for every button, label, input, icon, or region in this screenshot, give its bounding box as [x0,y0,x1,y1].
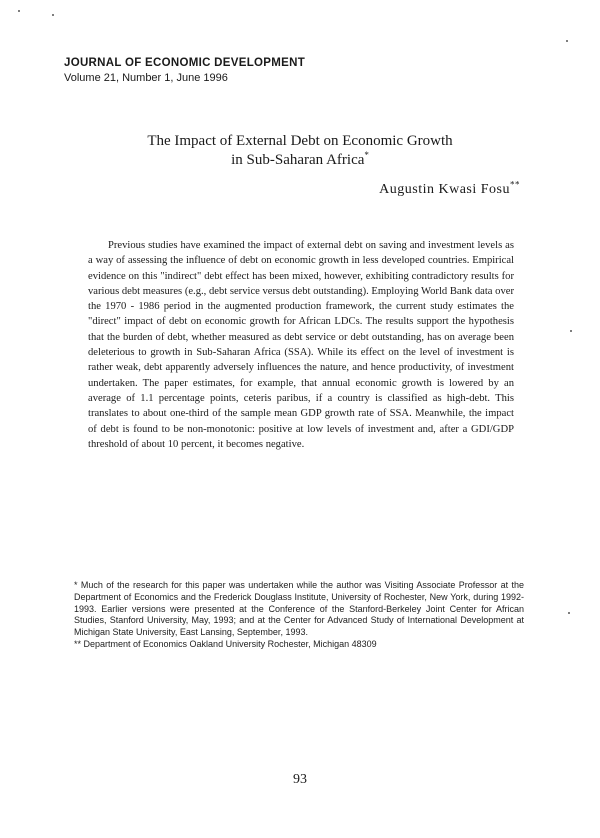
author-name-wrap [379,179,520,198]
scan-speck [568,612,570,614]
title-line-2-wrap [60,151,540,170]
footnote-1: * Much of the research for this paper was undertaken while the author was Visiting Associate Professor at the Department of Economics and the Frederick Douglass Institute, University of Rochester, New York, during 1992-1993. Earlier versions were presented at the Conference of the Stanford-Berkeley Joint Center for African Studies, Stanford University, May, 1993; and at the Center for Advanced Study of International Development at Michigan State University, East Lansing, September, 1993. [74,580,524,638]
footnotes [74,580,524,651]
title-footnote-marker: * [364,150,369,160]
scan-speck [566,40,568,42]
scan-speck [52,14,54,16]
page-number: 93 [293,772,307,787]
article-title [60,132,540,170]
title-line-1: The Impact of External Debt on Economic Growth [147,133,453,149]
scan-speck [570,330,572,332]
title-line-2: in Sub-Saharan Africa [231,152,365,168]
journal-header [64,56,484,85]
journal-name: JOURNAL OF ECONOMIC DEVELOPMENT [64,57,306,69]
journal-volume: Volume 21, Number 1, June 1996 [64,72,228,84]
author-name: Augustin Kwasi Fosu [379,182,510,197]
author-footnote-marker: ** [510,179,520,190]
abstract: Previous studies have examined the impact of external debt on saving and investment levels as a way of assessing the influence of debt on economic growth in less developed countries. Empirical evidence on this "indirect" debt effect has been mixed, however, exhibiting contradictory results for various debt measures (e.g., debt service versus debt outstanding). Employing World Bank data over the 1970 - 1986 period in the augmented production framework, the current study estimates the "direct" impact of debt on economic growth for African LDCs. The results support the hypothesis that the burden of debt, whether measured as debt service or debt outstanding, has on average been deleterious to growth in Sub-Saharan Africa (SSA). While its effect on the level of investment is rather weak, debt apparently adversely influences the nature, and hence productivity, of investment undertaken. The paper estimates, for example, that annual economic growth is lowered by an average of 1.1 percentage points, ceteris paribus, if a country is classified as high-debt. This translates to about one-third of the sample mean GDP growth rate of SSA. Meanwhile, the impact of debt is found to be non-monotonic: positive at low levels of investment and, after a GDI/GDP threshold of about 10 percent, it becomes negative. [88,240,514,450]
scan-speck [18,10,20,12]
footnote-2: ** Department of Economics Oakland University Rochester, Michigan 48309 [74,638,377,649]
